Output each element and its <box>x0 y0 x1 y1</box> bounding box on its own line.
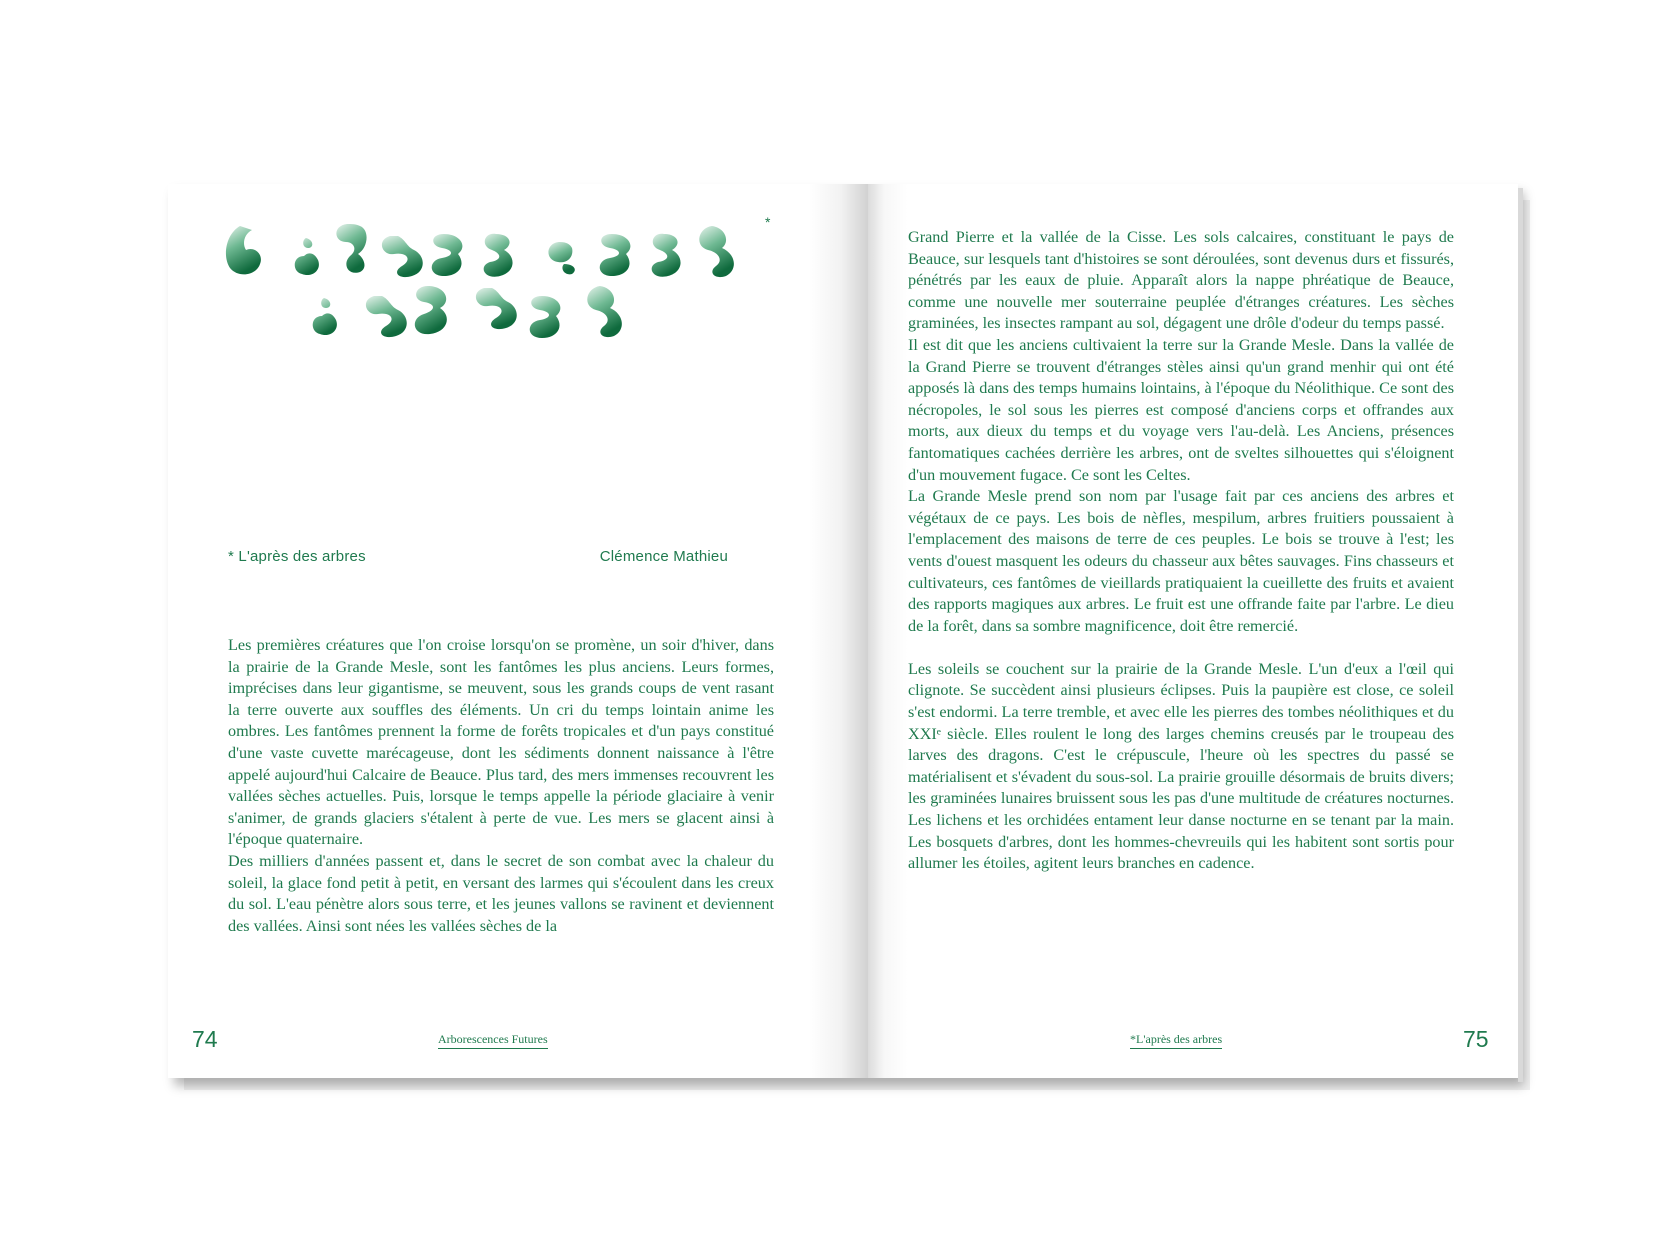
right-page-body <box>908 227 1454 875</box>
running-head-right: *L'après des arbres <box>1130 1032 1222 1049</box>
paragraph: Les soleils se couchent sur la prairie de la Grande Mesle. L'un d'eux a l'œil qui clignote. Se succèdent ainsi plusieurs éclipses. Puis la paupière est close, ce soleil s'est endormi. La terre tremble, et avec elle les pierres des tombes néolithiques et du XXIᵉ siècle. Elles roulent le long des larges chemins creusés par le troupeau des larves des dragons. C'est le crépuscule, l'heure où les spectres du passé se matérialisent et s'évadent du sous-sol. La prairie grouille désormais de bruits divers; les graminées lunaires bruissent sous les pas d'une multitude de créatures nocturnes. Les lichens et les orchidées entament leur danse nocturne en se tenant par la main. Les bosquets d'arbres, dont les hommes-chevreuils qui les habitent sont sortis pour allumer les étoiles, agitent leurs branches en cadence. <box>908 659 1454 873</box>
running-head-left: Arborescences Futures <box>438 1032 548 1049</box>
gutter-shadow-right <box>868 184 908 1078</box>
page-number-right: 75 <box>1463 1026 1489 1052</box>
title-asterisk: * <box>765 214 771 230</box>
paragraph: Des milliers d'années passent et, dans le secret de son combat avec la chaleur du soleil, la glace fond petit à petit, en versant des larmes qui s'écoulent dans les creux du sol. L'eau pénètre alors sous terre, et les jeunes vallons se ravinent et deviennent des vallées. Ainsi sont nées les vallées sèches de la <box>228 851 774 935</box>
left-page-body <box>228 635 774 937</box>
page-edge <box>1518 188 1523 1082</box>
gutter-shadow-left <box>808 184 868 1078</box>
book-spread <box>168 184 1518 1078</box>
author-name: Clémence Mathieu <box>599 548 728 565</box>
paragraph: Grand Pierre et la vallée de la Cisse. Les sols calcaires, constituant le pays de Beauce, sur lesquels tant d'histoires se sont déroulées, sont devenus durs et fissurés, pénétrés par les eaux de pluie. Apparaît alors la nappe phréatique de Beauce, comme une nouvelle mer souterraine peuplée d'étranges créatures. Les sèches graminées, les insectes rampant au sol, dégagent une drôle d'odeur du temps passé. <box>908 228 1454 333</box>
paragraph: Les premières créatures que l'on croise lorsqu'on se promène, un soir d'hiver, dans la prairie de la Grande Mesle, sont les fantômes les plus anciens. Leurs formes, imprécises dans leur gigantisme, se meuvent, sous les grands coups de vent rasant la terre ouverte aux souffles des éléments. Un cri du temps lointain anime les ombres. Les fantômes prennent la forme de forêts tropicales et d'un pays constitué d'une vaste cuvette marécageuse, dont les sédiments donnent naissance à l'être appelé aujourd'hui Calcaire de Beauce. Plus tard, des mers immenses recouvrent les vallées sèches actuelles. Puis, lorsque le temps appelle la période glaciaire à venir s'animer, de grands glaciers s'étalent à perte de vue. Les mers se glacent ainsi à l'époque quaternaire. <box>228 636 774 849</box>
paragraph: Il est dit que les anciens cultivaient la terre sur la Grande Mesle. Dans la vallée de la Grand Pierre se trouvent d'étranges stèles ainsi qu'un grand menhir qui ont été apposés là dans des temps humains lointains, à l'époque du Néolithique. Ce sont des nécropoles, le sol sous les pierres est composé d'anciens corps et offrandes aux morts, aux dieux du temps et du voyage vers l'au-delà. Les Anciens, présences fantomatiques cachées derrière les arbres, ont de sveltes silhouettes qui s'éloignent d'un mouvement fugace. Ce sont les Celtes. <box>908 335 1454 484</box>
subtitle-label: * L'après des arbres <box>228 548 366 565</box>
decorative-title-lettering <box>222 216 742 346</box>
page-number-left: 74 <box>192 1026 218 1052</box>
paragraph: La Grande Mesle prend son nom par l'usage fait par ces anciens des arbres et végétaux de ce pays. Les bois de nèfles, mespilum, arbres fruitiers poussaient à l'emplacement des maisons de terre de ces peuples. Le bois se trouve à l'est; les vents d'ouest masquent les odeurs du chasseur aux bêtes sauvages. Fins chasseurs et cultivateurs, ces fantômes de vieillards pratiquaient la cueillette des fruits et avaient des rapports magiques aux arbres. Le fruit est une offrande faite par l'arbre. Le dieu de la forêt, dans sa sombre magnificence, doit être remercié. <box>908 487 1454 635</box>
